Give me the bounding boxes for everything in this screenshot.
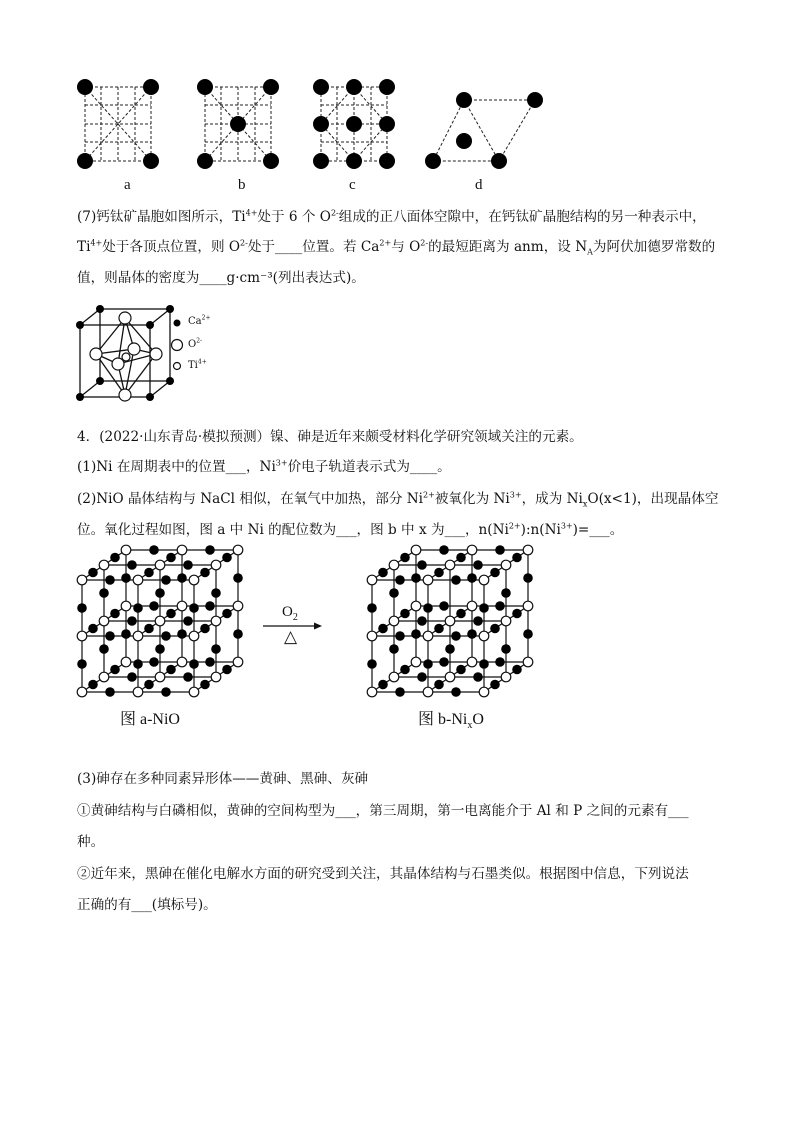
arrow-o-text: O <box>282 604 293 620</box>
q4-text: O(x<1)，出现晶体空 <box>587 491 719 507</box>
q4-header: 4．(2022·山东青岛·模拟预测）镍、砷是近年来颇受材料化学研究领域关注的元素。 <box>77 429 583 445</box>
arrow-label-o2: $O_2$ <box>282 604 298 623</box>
q4-part3-1-line2: 种。 <box>77 834 105 850</box>
q7-text: 为阿伏加德罗常数的 <box>592 239 716 255</box>
q4-text: 被氧化为 Ni <box>434 491 510 507</box>
q7-text: 处于 6 个 O <box>257 209 331 225</box>
q4-text: )=___。 <box>572 522 624 538</box>
figure-label-a: a <box>124 177 131 193</box>
q7-text: (7)钙钛矿晶胞如图所示，Ti <box>77 209 246 225</box>
legend-ti-sup: 4+ <box>197 358 207 366</box>
legend-ti-text: Ti <box>188 360 198 371</box>
fig-caption-b-text: 图 b-Ni <box>418 711 468 728</box>
q4-part3-2-line2: 正确的有___(填标号)。 <box>77 897 217 913</box>
q7-line-3: 值，则晶体的密度为____g·cm⁻³(列出表达式)。 <box>77 270 365 286</box>
q4-text: ):n(Ni <box>520 522 561 538</box>
figure-label-c: c <box>349 177 356 193</box>
q4-text: ，成为 Ni <box>521 491 583 507</box>
legend-ca-text: Ca <box>188 316 202 327</box>
q7-text: 与 O <box>391 239 421 255</box>
q4-part2-line2: 位。氧化过程如图，图 a 中 Ni 的配位数为___，图 b 中 x 为___，$n(Ni^{2+}):n(Ni^{3+})=\_\_\_$。 <box>77 521 624 538</box>
q4-text: 价电子轨道表示式为____。 <box>287 459 451 475</box>
legend-ca-sup: 2+ <box>201 314 211 322</box>
q4-text: (2)NiO 晶体结构与 NaCl 相似，在氧气中加热，部分 Ni <box>77 491 424 507</box>
fig-caption-b: 图 $b-Ni_xO$ <box>418 711 484 732</box>
q7-text: 处于____位置。若 Ca <box>247 239 380 255</box>
q4-part3-2-line1: ②近年来，黑砷在催化电解水方面的研究受到关注，其晶体结构与石墨类似。根据图中信息，下列说法 <box>77 866 689 882</box>
q7-line-2: $Ti^{4+}$处于各顶点位置，则 $O^{2-}$处于____位置。若 $Ca^{2+}$与 $O^{2-}$的最短距离为 anm，设 $N_A$为阿伏加德罗常数的 <box>77 238 716 257</box>
q4-part3-1-line1: ①黄砷结构与白磷相似，黄砷的空间构型为___，第三周期，第一电离能介于 Al 和 P 之间的元素有___ <box>77 803 689 819</box>
legend-o-text: O <box>188 339 197 350</box>
q4-part2-line1: (2)NiO 晶体结构与 NaCl 相似，在氧气中加热，部分 $Ni^{2+}$被氧化为 $Ni^{3+}$，成为 $Ni_xO(x<1)$，出现晶体空 <box>77 490 719 509</box>
q7-text: Ti <box>77 239 91 255</box>
q4-part1: (1)Ni 在周期表中的位置___，$Ni^{3+}$价电子轨道表示式为____。 <box>77 458 451 475</box>
q7-text: 的最短距离为 anm，设 N <box>428 239 588 255</box>
figure-label-d: d <box>475 177 483 193</box>
arrow-label-heat: △ <box>284 627 298 646</box>
q4-text: (1)Ni 在周期表中的位置___，Ni <box>77 459 276 475</box>
q7-text: 组成的正八面体空隙中，在钙钛矿晶胞结构的另一种表示中， <box>338 209 706 225</box>
fig-caption-b-o: O <box>472 711 484 728</box>
legend-o-sup: 2- <box>196 337 203 345</box>
q7-line-1: (7)钙钛矿晶胞如图所示，$Ti^{4+}$处于 6 个 $O^{2-}$组成的正八面体空隙中，在钙钛矿晶胞结构的另一种表示中， <box>77 208 706 225</box>
fig-caption-a: 图 a-NiO <box>120 711 180 728</box>
q4-part3: (3)砷存在多种同素异形体——黄砷、黑砷、灰砷 <box>77 771 369 787</box>
q7-text: 处于各顶点位置，则 O <box>102 239 241 255</box>
figure-label-b: b <box>238 177 246 193</box>
q4-text: 位。氧化过程如图，图 a 中 Ni 的配位数为___，图 b 中 x 为___，n(Ni <box>77 522 509 538</box>
